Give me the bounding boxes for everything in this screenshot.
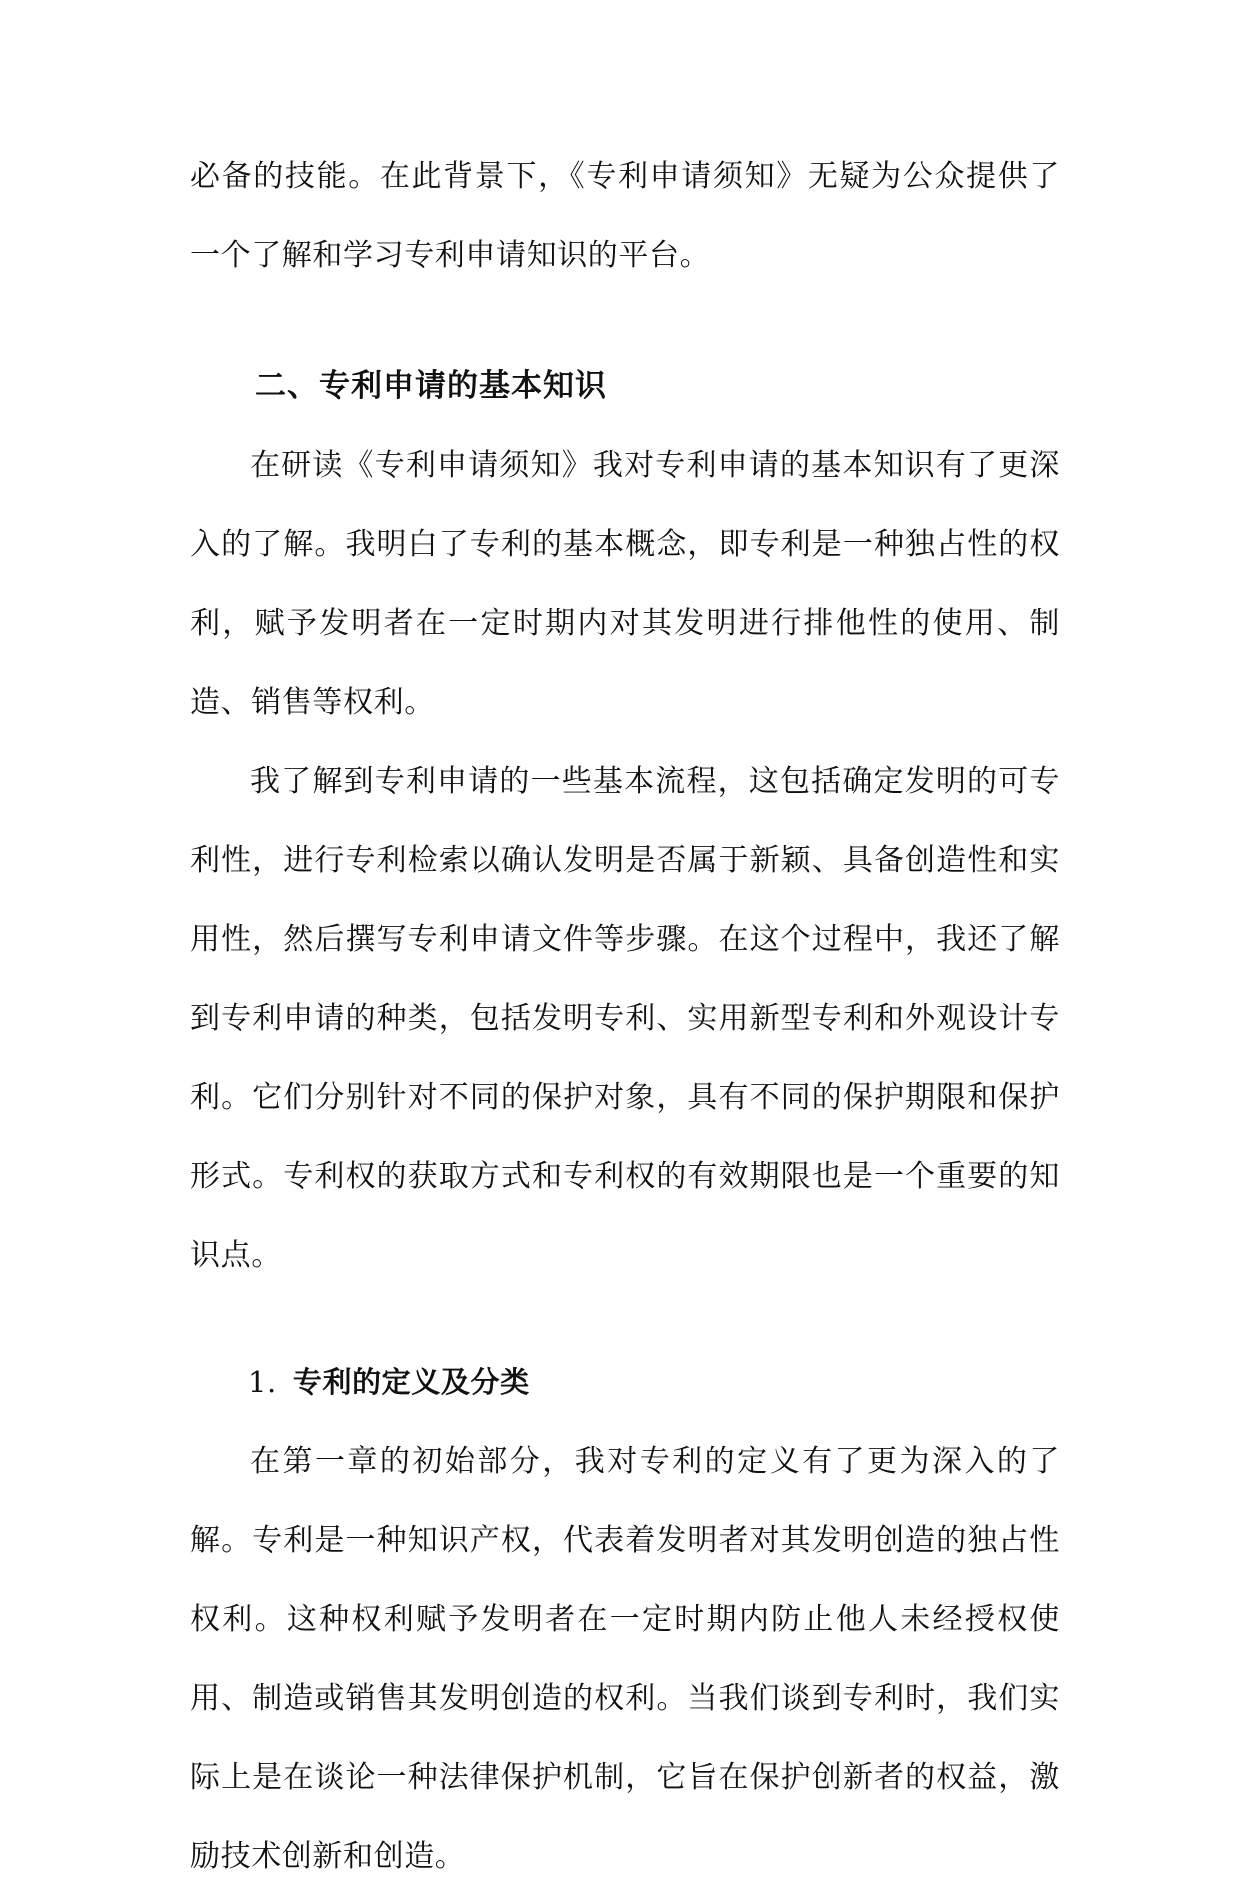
section-paragraph: 在研读《专利申请须知》我对专利申请的基本知识有了更深入的了解。我明白了专利的基本概念，即专利是一种独占性的权利，赋予发明者在一定时期内对其发明进行排他性的使用、制造、销售等权利。 (190, 448, 1060, 720)
intro-paragraph: 必备的技能。在此背景下，《专利申请须知》无疑为公众提供了一个了解和学习专利申请知识的平台。 (190, 159, 1060, 273)
document-page (190, 137, 1060, 1896)
section-paragraph: 我了解到专利申请的一些基本流程，这包括确定发明的可专利性，进行专利检索以确认发明是否属于新颖、具备创造性和实用性，然后撰写专利申请文件等步骤。在这个过程中，我还了解到专利申请的种类，包括发明专利、实用新型专利和外观设计专利。它们分别针对不同的保护对象，具有不同的保护期限和保护形式。专利权的获取方式和专利权的有效期限也是一个重要的知识点。 (190, 764, 1060, 1273)
subsection-number: 1. (248, 1365, 277, 1399)
subsection-heading (190, 1343, 1060, 1422)
section-heading: 二、专利申请的基本知识 (255, 368, 607, 404)
subsection-title: 专利的定义及分类 (292, 1365, 530, 1399)
subsection-paragraph: 在第一章的初始部分，我对专利的定义有了更为深入的了解。专利是一种知识产权，代表着发明者对其发明创造的独占性权利。这种权利赋予发明者在一定时期内防止他人未经授权使用、制造或销售其发明创造的权利。当我们谈到专利时，我们实际上是在谈论一种法律保护机制，它旨在保护创新者的权益，激励技术创新和创造。 (190, 1444, 1060, 1874)
